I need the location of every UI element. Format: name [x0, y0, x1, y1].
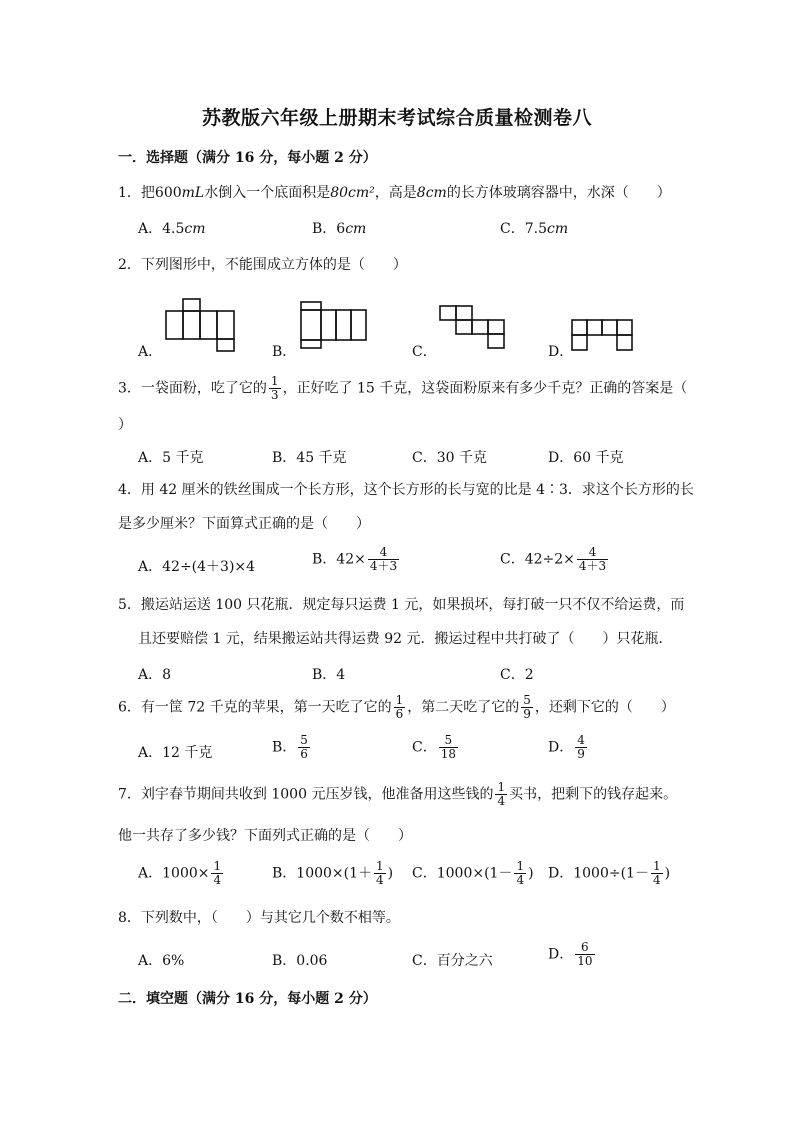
q1-number: 1． [118, 185, 141, 201]
q3-option-a: A．5 千克 [138, 450, 204, 466]
q2-net-c-figure [436, 302, 506, 354]
q8-option-d: D． $\frac{6}{10}$ [548, 940, 593, 968]
section-1-heading: 一．选择题（满分 16 分，每小题 2 分） [118, 150, 377, 166]
q3-fraction: $\frac{1}{3}$ [270, 374, 279, 402]
q2-option-c: C． [412, 344, 437, 360]
section-2-heading: 二．填空题（满分 16 分，每小题 2 分） [118, 991, 377, 1007]
question-5: 5．搬运站运送 100 只花瓶．规定每只运费 1 元，如果损坏，每打破一只不仅不给运费，而 [118, 597, 685, 613]
q2-net-a-figure [160, 296, 240, 354]
q2-option-b: B． [272, 344, 297, 360]
question-6: 6．有一筐 72 千克的苹果，第一天吃了它的 $\frac{1}{6}$ ，第二天吃了它的 $\frac{5}{9}$ ，还剩下它的（ ） [118, 693, 675, 721]
q3-option-b: B．45 千克 [272, 450, 347, 466]
q8-option-b: B．0.06 [272, 953, 328, 969]
question-1: 1．把600mL水倒入一个底面积是80cm²，高是8cm的长方体玻璃容器中，水深（ ） [118, 185, 671, 201]
q7-option-a: A．1000× $\frac{1}{4}$ [138, 859, 222, 887]
question-4-cont: 是多少厘米？下面算式正确的是（ ） [118, 516, 370, 532]
question-3-cont: ） [118, 417, 132, 433]
question-5-cont: 且还要赔偿 1 元，结果搬运站共得运费 92 元．搬运过程中共打破了（ ）只花瓶． [138, 631, 673, 647]
q2-net-b-figure [296, 298, 372, 352]
question-7-cont: 他一共存了多少钱？下面列式正确的是（ ） [118, 828, 412, 844]
question-7: 7．刘宇春节期间共收到 1000 元压岁钱，他准备用这些钱的 $\frac{1}{4}$ 买书，把剩下的钱存起来。 [118, 780, 678, 808]
q6-option-a: A．12 千克 [138, 745, 213, 761]
question-3: 3．一袋面粉，吃了它的 $\frac{1}{3}$ ，正好吃了 15 千克，这袋面粉原来有多少千克？正确的答案是（ [118, 374, 688, 402]
q7-option-c: C．1000×(1－ $\frac{1}{4}$ ) [412, 859, 534, 887]
q3-option-d: D．60 千克 [548, 450, 624, 466]
question-4: 4．用 42 厘米的铁丝围成一个长方形，这个长方形的长与宽的比是 4∶3．求这个长方形的长 [118, 482, 694, 498]
q4-option-a: A．42÷(4＋3)×4 [138, 559, 256, 575]
q1-option-a: A．4.5cm [138, 221, 206, 237]
q6-option-b: B． $\frac{5}{6}$ [272, 733, 308, 761]
q5-option-b: B．4 [312, 667, 346, 683]
q2-option-d: D． [548, 344, 574, 360]
q2-option-a: A． [138, 344, 163, 360]
q2-net-d-figure [568, 316, 638, 354]
q8-option-a: A．6% [138, 953, 185, 969]
q4-option-b: B．42× $\frac{4}{4+3}$ [312, 545, 398, 573]
q7-option-b: B．1000×(1＋ $\frac{1}{4}$ ) [272, 859, 394, 887]
q4-option-c: C．42÷2× $\frac{4}{4+3}$ [500, 545, 607, 573]
q1-option-b: B．6cm [312, 221, 367, 237]
question-2: 2．下列图形中，不能围成立方体的是（ ） [118, 257, 407, 273]
q7-option-d: D．1000÷(1－ $\frac{1}{4}$ ) [548, 859, 671, 887]
q1-option-c: C．7.5cm [500, 221, 569, 237]
q5-option-c: C．2 [500, 667, 534, 683]
q5-option-a: A．8 [138, 667, 172, 683]
q6-option-d: D． $\frac{4}{9}$ [548, 733, 585, 761]
q6-option-c: C． $\frac{5}{18}$ [412, 733, 456, 761]
page-title: 苏教版六年级上册期末考试综合质量检测卷八 [201, 107, 592, 129]
q3-option-c: C．30 千克 [412, 450, 487, 466]
question-8: 8．下列数中，（ ）与其它几个数不相等。 [118, 910, 400, 926]
q8-option-c: C．百分之六 [412, 953, 493, 969]
